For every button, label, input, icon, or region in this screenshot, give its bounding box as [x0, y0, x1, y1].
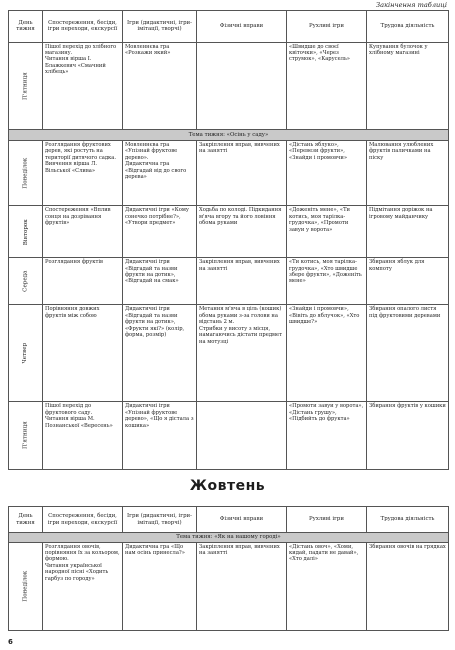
table-row	[9, 402, 449, 470]
theme-row	[9, 533, 449, 542]
table-cell: Збирання яблук для компоту	[367, 258, 449, 305]
day-cell: П'ятниця	[9, 42, 43, 130]
table-cell: Спостереження «Вплив сонця на дозрівання фруктів»	[43, 206, 123, 258]
table-cell: Збирання овочів на грядках	[367, 542, 449, 630]
continuation-label: Закінчення таблиці	[376, 1, 447, 9]
day-cell: Середа	[9, 258, 43, 305]
table-header-row	[9, 11, 449, 43]
table-cell: «Дістань овоч», «Хоми, кидай, падати не давай», «Хто далі»	[287, 542, 367, 630]
header-games: Ігри (дидактичні, ігри-імітації, творчі)	[123, 11, 197, 43]
table-row	[9, 42, 449, 130]
table-cell: Закріплення вправ, вивчених на занятті	[197, 258, 287, 305]
table-cell	[197, 42, 287, 130]
table-cell: Пішої перехід до хлібного магазину. Читання вірша І. Блажкевич «Смачний хлібець»	[43, 42, 123, 130]
header-labor: Трудова діяльність	[367, 507, 449, 533]
table-cell: Малювання улюблених фруктів паличками на піску	[367, 141, 449, 206]
day-cell: П'ятниця	[9, 402, 43, 470]
table-cell: Збирання опалого листя під фруктовими деревами	[367, 305, 449, 402]
month-title: Жовтень	[189, 478, 266, 494]
schedule-table-october	[8, 506, 449, 631]
table-cell: Порівняння довжих фруктів між собою	[43, 305, 123, 402]
header-active-games: Рухливі ігри	[287, 507, 367, 533]
table-cell: Дидактичні ігри «Упізнай фруктове дерево», «Що я дістала з кошика»	[123, 402, 197, 470]
table-cell: Дидактичні ігри «Кому сонечко потрібне?», «Утвори предмет»	[123, 206, 197, 258]
table-cell: Дидактичні ігри «Відгадай та назви фрукти на дотик», «Відгадай на смак»	[123, 258, 197, 305]
header-physical: Фізичні вправи	[197, 11, 287, 43]
table-cell: Мовленнєва гра «Розкажи який»	[123, 42, 197, 130]
table-row	[9, 542, 449, 630]
table-cell	[197, 402, 287, 470]
schedule-table-september	[8, 10, 449, 470]
header-day: День тижня	[9, 507, 43, 533]
day-cell: Четвер	[9, 305, 43, 402]
table-cell: «Дістань яблуко», «Перевези фрукти», «Знайди і промовчи»	[287, 141, 367, 206]
table-cell: Збирання фруктів у кошики	[367, 402, 449, 470]
header-observations: Спостереження, бесіди, ігри переходи, екскурсії	[43, 11, 123, 43]
header-games: Ігри (дидактичні, ігри-імітації, творчі)	[123, 507, 197, 533]
table-header-row	[9, 507, 449, 533]
table-cell: «Доженіть мене», «Ти котись, моя тарілка-грудочка», «Промоти завуи у ворота»	[287, 206, 367, 258]
table-cell: Мовленнєва гра «Упізнай фруктове дерево». Дидактична гра «Відгадай від до свого дерева»	[123, 141, 197, 206]
page-number: 6	[8, 638, 13, 646]
table-cell: «Ти котись, моя тарілка-грудочка», «Хто швидше збере фрукти», «Доженіть мене»	[287, 258, 367, 305]
table-cell: «Швидше до своєї квіточки», «Через струмок», «Карусель»	[287, 42, 367, 130]
table-cell: Пішої перехід до фруктового саду. Читання вірша М. Познанської «Вересень»	[43, 402, 123, 470]
table-cell: Купування булочок у хлібному магазині	[367, 42, 449, 130]
table-cell: Розглядання овочів, порівняння їх за кольором, формою. Читання української народної пісні «Ходить гарбуз по городу»	[43, 542, 123, 630]
table-cell: Закріплення вправ, вивчених на занятті	[197, 542, 287, 630]
table-row	[9, 206, 449, 258]
table-cell: Ходьба по колоді. Підкидання м'яча вгору та його ловіння обома руками	[197, 206, 287, 258]
table-row	[9, 305, 449, 402]
table-cell: Закріплення вправ, вивчених на занятті	[197, 141, 287, 206]
table-cell: Метання м'яча в ціль (кошик) обома руками з-за голови на відстань 2 м. Стрибки у висоту з місця, намагаючись дістати предмет на мотузці	[197, 305, 287, 402]
table-cell: Розглядання фруктових дерев, які ростуть на території дитячого садка. Вивчення вірша Л. Вільської «Слива»	[43, 141, 123, 206]
header-observations: Спостереження, бесіди, ігри переходи, екскурсії	[43, 507, 123, 533]
table-cell: Дидактична гра «Що нам осінь принесла?»	[123, 542, 197, 630]
table-cell: «Промоти завуи у ворота», «Дістань грушу», «Підбийть до фрукта»	[287, 402, 367, 470]
header-active-games: Рухливі ігри	[287, 11, 367, 43]
theme-row	[9, 130, 449, 141]
header-labor: Трудова діяльність	[367, 11, 449, 43]
table-row	[9, 141, 449, 206]
table-cell: Підмітання доріжок на ігровому майданчику	[367, 206, 449, 258]
week-theme: Тема тижня: «Осінь у саду»	[9, 130, 449, 141]
table-row	[9, 258, 449, 305]
header-day: День тижня	[9, 11, 43, 43]
header-physical: Фізичні вправи	[197, 507, 287, 533]
day-cell: Понеділок	[9, 542, 43, 630]
week-theme: Тема тижня: «Як на нашому городі»	[9, 533, 449, 542]
table-cell: «Знайди і промовчи», «Вівіть до яблучок», «Хто швидше?»	[287, 305, 367, 402]
table-cell: Розглядання фруктів	[43, 258, 123, 305]
day-cell: Вівторок	[9, 206, 43, 258]
day-cell: Понеділок	[9, 141, 43, 206]
table-cell: Дидактичні ігри «Відгадай та назви фрукти на дотик», «Фрукти які?» (колір, форма, розмір)	[123, 305, 197, 402]
